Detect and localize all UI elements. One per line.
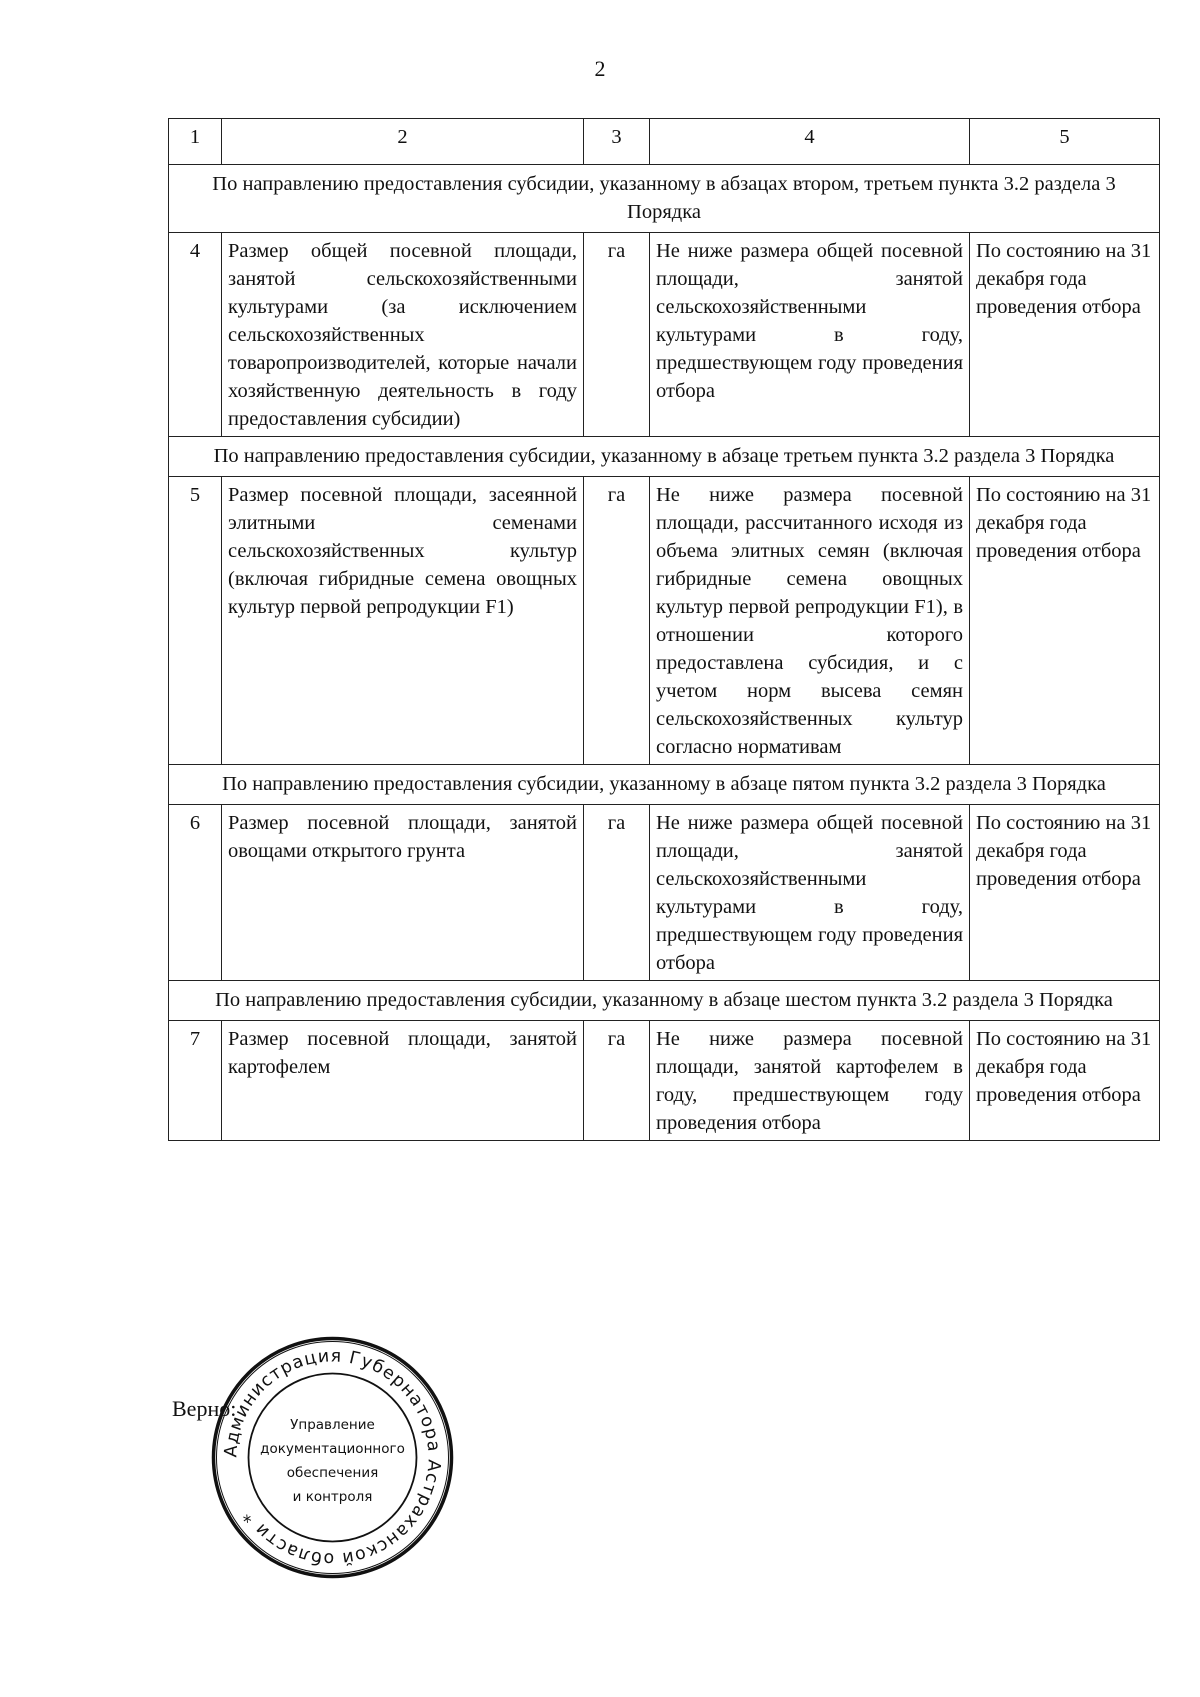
value-cell: Не ниже размера посевной площади, занятой картофелем в году, предшествующем году проведения отбора	[650, 1021, 970, 1141]
section-title: По направлению предоставления субсидии, указанному в абзаце третьем пункта 3.2 раздела 3 Порядка	[169, 437, 1160, 477]
seal-center-line: документационного	[260, 1441, 405, 1457]
section-title: По направлению предоставления субсидии, указанному в абзаце шестом пункта 3.2 раздела 3 Порядка	[169, 981, 1160, 1021]
unit-cell: га	[584, 477, 650, 765]
unit-cell: га	[584, 1021, 650, 1141]
header-cell: 5	[970, 119, 1160, 165]
seal-center-line: и контроля	[292, 1489, 373, 1505]
header-cell: 3	[584, 119, 650, 165]
table-row	[169, 1021, 1160, 1141]
row-number: 5	[169, 477, 222, 765]
date-cell: По состоянию на 31 декабря года проведения отбора	[970, 805, 1160, 981]
header-cell: 4	[650, 119, 970, 165]
verno-label: Верно:	[172, 1396, 237, 1421]
row-number: 6	[169, 805, 222, 981]
seal-center-line: обеспечения	[286, 1465, 379, 1481]
indicators-table	[168, 118, 1160, 1141]
official-seal-stamp	[210, 1335, 455, 1580]
table-header-row	[169, 119, 1160, 165]
table-row	[169, 477, 1160, 765]
value-cell: Не ниже размера общей посевной площади, занятой сельскохозяйственными культурами в году, предшествующем году проведения отбора	[650, 805, 970, 981]
seal-ring-textpath: Администрация Губернатора Астраханской области *	[221, 1346, 444, 1569]
date-cell: По состоянию на 31 декабря года проведения отбора	[970, 233, 1160, 437]
seal-outer-ring-inner	[217, 1342, 449, 1574]
indicator-cell: Размер общей посевной площади, занятой сельскохозяйственными культурами (за исключением сельскохозяйственных товаропроизводителей, которые начали хозяйственную деятельность в году предоставления субсидии)	[222, 233, 584, 437]
indicator-cell: Размер посевной площади, занятой картофелем	[222, 1021, 584, 1141]
section-title-row	[169, 981, 1160, 1021]
seal-inner-ring	[249, 1374, 417, 1542]
header-cell: 2	[222, 119, 584, 165]
indicator-cell: Размер посевной площади, занятой овощами открытого грунта	[222, 805, 584, 981]
seal-center-line: Управление	[290, 1417, 375, 1433]
section-title: По направлению предоставления субсидии, указанному в абзацах втором, третьем пункта 3.2 раздела 3 Порядка	[169, 165, 1160, 233]
table-row	[169, 233, 1160, 437]
value-cell: Не ниже размера общей посевной площади, занятой сельскохозяйственными культурами в году, предшествующем году проведения отбора	[650, 233, 970, 437]
section-title: По направлению предоставления субсидии, указанному в абзаце пятом пункта 3.2 раздела 3 Порядка	[169, 765, 1160, 805]
unit-cell: га	[584, 805, 650, 981]
section-title-row	[169, 765, 1160, 805]
row-number: 4	[169, 233, 222, 437]
section-title-row	[169, 165, 1160, 233]
header-cell: 1	[169, 119, 222, 165]
value-cell: Не ниже размера посевной площади, рассчитанного исходя из объема элитных семян (включая гибридные семена овощных культур первой репродукции F1), в отношении которого предоставлена субсидия, и с учетом норм высева семян сельскохозяйственных культур согласно нормативам	[650, 477, 970, 765]
date-cell: По состоянию на 31 декабря года проведения отбора	[970, 1021, 1160, 1141]
date-cell: По состоянию на 31 декабря года проведения отбора	[970, 477, 1160, 765]
page-number: 2	[594, 56, 606, 81]
indicator-cell: Размер посевной площади, засеянной элитными семенами сельскохозяйственных культур (включая гибридные семена овощных культур первой репродукции F1)	[222, 477, 584, 765]
unit-cell: га	[584, 233, 650, 437]
seal-ring-text	[221, 1346, 443, 1568]
section-title-row	[169, 437, 1160, 477]
table-row	[169, 805, 1160, 981]
row-number: 7	[169, 1021, 222, 1141]
